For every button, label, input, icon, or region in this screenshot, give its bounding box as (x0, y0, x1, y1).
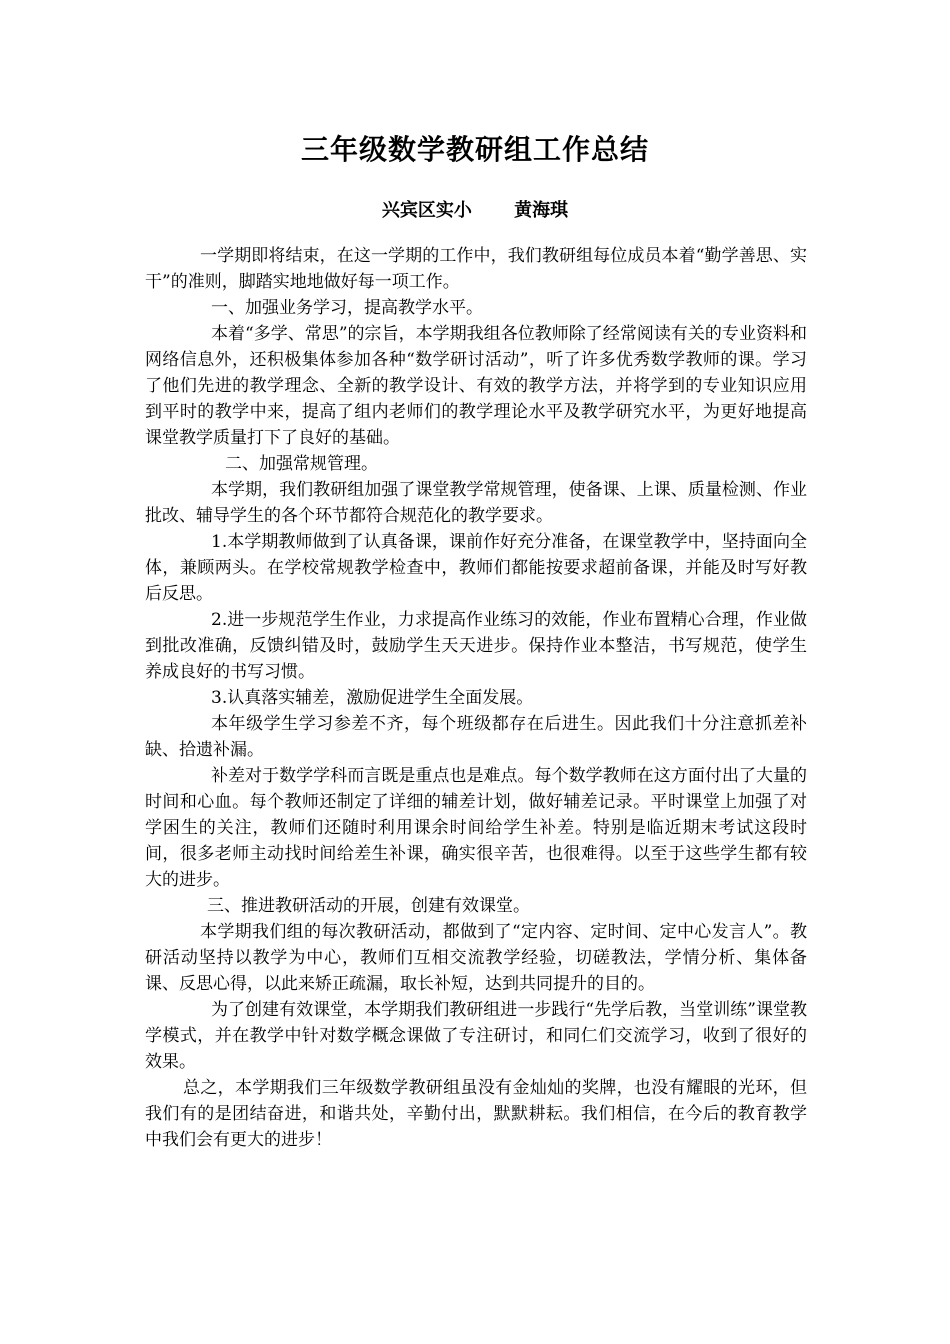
school-name: 兴宾区实小 (381, 200, 472, 221)
section-heading-1: 一、加强业务学习，提高教学水平。 (211, 298, 483, 318)
document-body (145, 243, 807, 1153)
byline (0, 198, 950, 224)
author-name: 黄海琪 (514, 200, 569, 221)
paragraph-intro: 一学期即将结束，在这一学期的工作中，我们教研组每位成员本着“勤学善思、实干”的准则，脚踏实地地做好每一项工作。 (145, 246, 807, 292)
paragraph: 本着“多学、常思”的宗旨，本学期我组各位教师除了经常阅读有关的专业资料和网络信息外，还积极集体参加各种“数学研讨活动”，听了许多优秀数学教师的课。学习了他们先进的教学理念、全新的教学设计、有效的教学方法，并将学到的专业知识应用到平时的教学中来，提高了组内老师们的教学理论水平及教学研究水平，为更好地提高课堂教学质量打下了良好的基础。 (145, 324, 807, 448)
document-title: 三年级数学教研组工作总结 (300, 133, 649, 166)
section-heading-3: 三、推进教研活动的开展，创建有效课堂。 (207, 896, 530, 916)
paragraph: 本学期我们组的每次教研活动，都做到了“定内容、定时间、定中心发言人”。教研活动坚持以教学为中心，教师们互相交流教学经验，切磋教法，学情分析、集体备课、反思心得，以此来矫正疏漏，取长补短，达到共同提升的目的。 (145, 922, 807, 994)
section-heading-2: 二、加强常规管理。 (225, 454, 378, 474)
paragraph-item-2: 2.进一步规范学生作业，力求提高作业练习的效能，作业布置精心合理，作业做到批改准确，反馈纠错及时，鼓励学生天天进步。保持作业本整洁，书写规范，使学生养成良好的书写习惯。 (145, 610, 807, 682)
paragraph-item-3: 3.认真落实辅差，激励促进学生全面发展。 (211, 688, 534, 708)
paragraph: 本年级学生学习参差不齐，每个班级都存在后进生。因此我们十分注意抓差补缺、拾遗补漏。 (145, 714, 807, 760)
paragraph-conclusion: 总之，本学期我们三年级数学教研组虽没有金灿灿的奖牌，也没有耀眼的光环，但我们有的是团结奋进，和谐共处，辛勤付出，默默耕耘。我们相信，在今后的教育教学中我们会有更大的进步！ (145, 1078, 807, 1150)
paragraph: 本学期，我们教研组加强了课堂教学常规管理，使备课、上课、质量检测、作业批改、辅导学生的各个环节都符合规范化的教学要求。 (145, 480, 807, 526)
paragraph-item-1: 1.本学期教师做到了认真备课，课前作好充分准备，在课堂教学中，坚持面向全体，兼顾两头。在学校常规教学检查中，教师们都能按要求超前备课，并能及时写好教后反思。 (145, 532, 807, 604)
paragraph: 为了创建有效课堂，本学期我们教研组进一步践行“先学后教，当堂训练”课堂教学模式，并在教学中针对数学概念课做了专注研讨，和同仁们交流学习，收到了很好的效果。 (145, 1000, 807, 1072)
paragraph: 补差对于数学学科而言既是重点也是难点。每个数学教师在这方面付出了大量的时间和心血。每个教师还制定了详细的辅差计划，做好辅差记录。平时课堂上加强了对学困生的关注，教师们还随时利用课余时间给学生补差。特别是临近期末考试这段时间，很多老师主动找时间给差生补课，确实很辛苦，也很难得。以至于这些学生都有较大的进步。 (145, 766, 807, 890)
